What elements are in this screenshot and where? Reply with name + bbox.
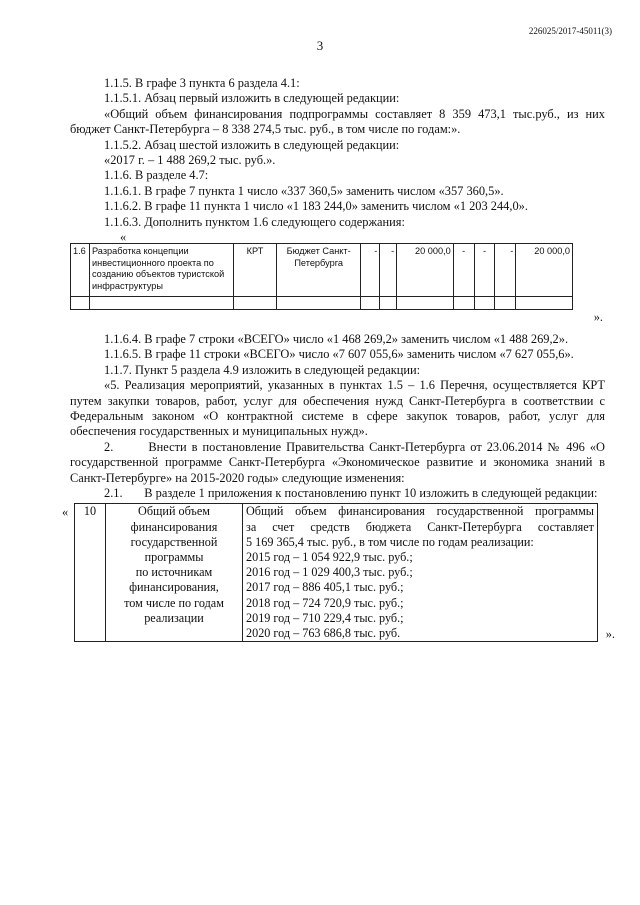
paragraph-2 [70, 440, 605, 486]
value-line: за счет средств бюджета Санкт-Петербурга составляет [246, 519, 594, 534]
value-line: 2017 год – 886 405,1 тыс. руб.; [246, 580, 404, 595]
paragraph-text: Внести в постановление Правительства Санкт-Петербурга от 23.06.2014 № 496 «О государственной программе Санкт-Петербурга «Экономическое развитие и экономика знаний в Санкт-Петербурге» на 2015-2020 годы» следующие изменения: [70, 439, 605, 485]
paragraph: 1.1.6. В разделе 4.7: [104, 168, 209, 183]
paragraph: 1.1.6.5. В графе 11 строки «ВСЕГО» число «7 607 055,6» заменить числом «7 627 055,6». [104, 347, 574, 362]
paragraph: 1.1.5.2. Абзац шестой изложить в следующей редакции: [104, 137, 400, 152]
value-line: 2020 год – 763 686,8 тыс. руб. [246, 625, 401, 640]
table-cell-value [243, 504, 598, 642]
table-cell-value: - [361, 244, 380, 297]
paragraph-2-1 [70, 486, 605, 501]
page-number: 3 [316, 38, 324, 53]
quote-open: « [62, 505, 69, 520]
paragraph: 1.1.6.4. В графе 7 строки «ВСЕГО» число «1 468 269,2» заменить числом «1 488 269,2». [104, 331, 569, 346]
insert-table-item-1-6 [70, 243, 573, 310]
document-body [62, 76, 615, 642]
document-number: 226025/2017-45011(3) [528, 26, 612, 36]
label-line: финансирования [130, 519, 218, 534]
paragraph: «5. Реализация мероприятий, указанных в пунктах 1.5 – 1.6 Перечня, осуществляется КРТ путем закупки товаров, работ, услуг для обеспечения нужд Санкт-Петербурга в соответствии с Федеральным законом «О контрактной системе в сфере закупок товаров, работ, услуг для обеспечения государственных и муниципальных нужд». [70, 378, 605, 439]
table-cell-value: - [474, 244, 495, 297]
value-line: Общий объем финансирования государственной программы [246, 504, 594, 519]
paragraph: 1.1.5.1. Абзац первый изложить в следующей редакции: [104, 91, 400, 106]
paragraph: 1.1.6.2. В графе 11 пункта 1 число «1 183 244,0» заменить числом «1 203 244,0». [104, 199, 528, 214]
table-cell-source: Бюджет Санкт-Петербурга [276, 244, 361, 297]
table-row-spacer [71, 297, 573, 310]
paragraph-text: В разделе 1 приложения к постановлению пункт 10 изложить в следующей редакции: [144, 485, 598, 500]
table-cell-value: - [453, 244, 474, 297]
label-line: Общий объем [138, 504, 210, 519]
quote-close: ». [605, 626, 615, 641]
label-line: государственной [130, 534, 218, 549]
paragraph: 1.1.6.1. В графе 7 пункта 1 число «337 360,5» заменить числом «357 360,5». [104, 183, 504, 198]
paragraph: «Общий объем финансирования подпрограммы составляет 8 359 473,1 тыс.руб., из них бюджет Санкт-Петербурга – 8 338 274,5 тыс. руб., в том числе по годам:». [70, 106, 605, 137]
table-cell-value: - [495, 244, 516, 297]
label-line: по источникам [135, 565, 213, 580]
value-line: 2015 год – 1 054 922,9 тыс. руб.; [246, 549, 413, 564]
paragraph: 1.1.6.3. Дополнить пунктом 1.6 следующего содержания: [104, 214, 405, 229]
value-line: 5 169 365,4 тыс. руб., в том числе по годам реализации: [246, 534, 534, 549]
paragraph: 1.1.5. В графе 3 пункта 6 раздела 4.1: [104, 76, 300, 90]
paragraph-number: 2. [104, 439, 114, 454]
table-cell-name: Разработка концепции инвестиционного проекта по созданию объектов туристской инфраструктуры [89, 244, 233, 297]
value-line: 2018 год – 724 720,9 тыс. руб.; [246, 595, 404, 610]
table-cell-number: 10 [75, 504, 106, 642]
table-cell-value: 20 000,0 [516, 244, 573, 297]
table-row [75, 504, 598, 642]
quote-close: ». [593, 310, 603, 325]
paragraph: 1.1.7. Пункт 5 раздела 4.9 изложить в следующей редакции: [104, 362, 421, 377]
table-cell-value: - [380, 244, 397, 297]
value-line: 2019 год – 710 229,4 тыс. руб.; [246, 610, 404, 625]
table-row [71, 244, 573, 297]
table-cell-label [106, 504, 243, 642]
label-line: реализации [144, 610, 204, 625]
table-cell-value: 20 000,0 [397, 244, 454, 297]
label-line: том числе по годам [124, 595, 224, 610]
program-financing-table-wrap [62, 503, 615, 642]
value-line: 2016 год – 1 029 400,3 тыс. руб.; [246, 565, 413, 580]
label-line: программы [144, 549, 204, 564]
paragraph-number: 2.1. [104, 485, 123, 500]
paragraph: «2017 г. – 1 488 269,2 тыс. руб.». [104, 153, 276, 168]
label-line: финансирования, [129, 580, 219, 595]
table-cell-number: 1.6 [71, 244, 90, 297]
table-cell-executor: КРТ [234, 244, 277, 297]
quote-open: « [120, 230, 127, 245]
program-financing-table [74, 503, 598, 642]
